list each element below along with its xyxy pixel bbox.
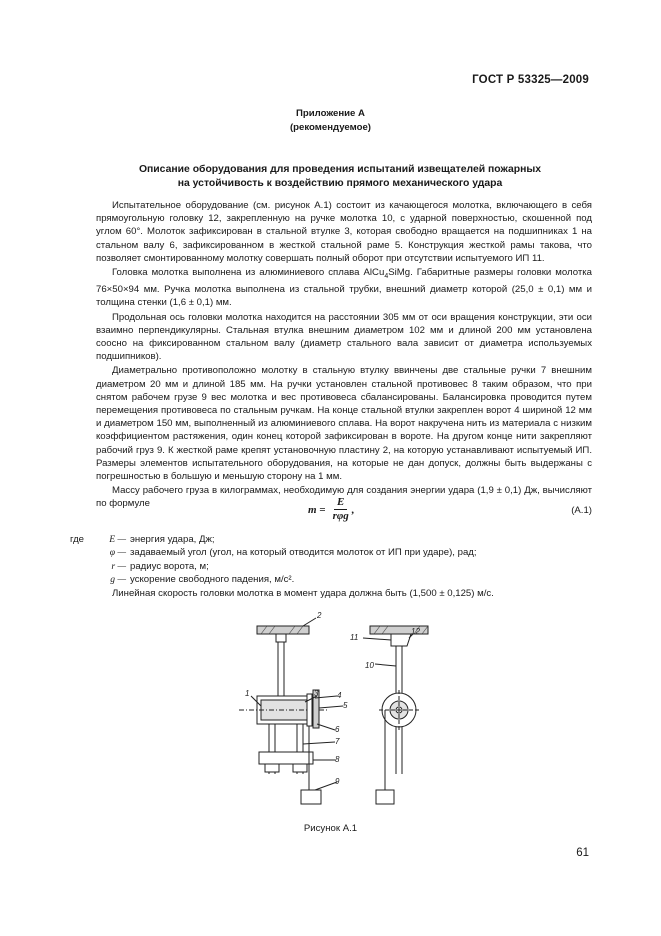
figure-label-5: 5 [343, 701, 348, 710]
paragraph-1: Испытательное оборудование (см. рисунок А.1) состоит из качающегося молотка, включающего в себя прямоугольную головку 12, закрепленную на ручке молотка 10, с ударной поверхностью, скошенной под углом 60°. Молоток зафиксирован в стальной втулке 3, которая свободно вращается на подшипниках 1 на стальном валу 6, зафиксированном в жесткой стальной раме 5. Конструкция жесткой рамы такова, что позволяет смонтированному молотку совершать полный оборот при отсутствии испытуемого ИП 11. [96, 200, 592, 264]
formula-denominator: rφg [332, 510, 349, 522]
counterweight [259, 752, 313, 764]
speed-requirement: Линейная скорость головки молотка в момент удара должна быть (1,500 ± 0,125) м/с. [112, 588, 494, 599]
figure-label-12: 12 [411, 627, 420, 636]
formula-numerator: E [334, 496, 347, 510]
paragraph-5: Массу рабочего груза в килограммах, необходимую для создания энергии удара (1,9 ± 0,1) Дж, вычисляют по формуле [96, 485, 592, 510]
paragraph-2 [96, 266, 592, 310]
paragraph-2-part-a: Головка молотка выполнена из алюминиевого сплава AlCu [112, 267, 385, 279]
figure-label-8: 8 [335, 755, 340, 764]
figure-label-3: 3 [314, 689, 319, 698]
standard-number: ГОСТ Р 53325—2009 [472, 74, 589, 86]
figure-label-10: 10 [365, 661, 374, 670]
working-load-right [376, 790, 394, 804]
definition-symbol: E — [109, 534, 126, 545]
formula-expression [308, 496, 355, 523]
detector-left [276, 634, 286, 642]
section-title-line-1: Описание оборудования для проведения испытаний извещателей пожарных [138, 164, 542, 175]
figure-label-7: 7 [335, 737, 340, 746]
definition-text: энергия удара, Дж; [130, 534, 215, 545]
definition-text: радиус ворота, м; [130, 560, 209, 572]
formula-tail: , [351, 503, 355, 516]
figure-label-1: 1 [245, 689, 250, 698]
formula-a1 [96, 496, 592, 526]
equipment-drawing [225, 612, 440, 812]
figure-a1 [225, 612, 440, 812]
body-text [96, 199, 592, 512]
formula-number: (A.1) [571, 505, 592, 516]
formula-lhs: m = [308, 503, 326, 516]
definition-text: задаваемый угол (угол, на который отводится молоток от ИП при ударе), рад; [130, 547, 477, 559]
figure-label-2: 2 [317, 612, 322, 620]
installation-plate-left [257, 626, 309, 634]
definition-text: ускорение свободного падения, м/с². [130, 574, 295, 586]
appendix-heading [0, 107, 661, 135]
appendix-title: Приложение А [296, 108, 365, 119]
figure-label-11: 11 [350, 633, 359, 642]
definition-phi [70, 546, 590, 559]
symbol-definitions [70, 533, 590, 587]
appendix-subtitle: (рекомендуемое) [289, 122, 371, 133]
definitions-lead: где [70, 534, 85, 545]
paragraph-4: Диаметрально противоположно молотку в стальную втулку ввинчены две стальные ручки 7 внешним диаметром 20 мм и длиной 185 мм. На ручки установлен стальной противовес 8 таким образом, что при снятом рабочем грузе 9 вес молотка и вес противовеса сбалансированы. Балансировка проводится путем перемещения противовеса по стальным ручкам. На конце стальной втулки закреплен ворот 4 шириной 12 мм и диаметром 150 мм, выполненный из алюминиевого сплава. На ворот накручена нить из материала с низким коэффициентом растяжения, один конец которой зафиксирован в вороте. На другом конце нити закрепляют рабочий груз 9. К жесткой раме крепят установочную пластину 2, на которую устанавливают испытуемый ИП. Размеры элементов испытательного оборудования, на которые не дан допуск, должны быть выдержаны с погрешностью в большую и меньшую сторону на 1 мм. [96, 365, 592, 482]
definition-g [70, 573, 590, 586]
paragraph-2-part-b: SiMg. Габаритные размеры головки молотка 76×50×94 мм. Ручка молотка выполнена из стальной трубки, внешний диаметр которой (25,0 ± 0,1) мм и толщина стенки (1,6 ± 0,1) мм. [96, 267, 592, 309]
definition-r [70, 560, 590, 573]
page-number: 61 [576, 847, 589, 859]
definition-e [70, 533, 590, 546]
definition-symbol: φ — [109, 547, 126, 559]
section-title-line-2: на устойчивость к воздействию прямого механического удара [177, 178, 503, 189]
working-load [301, 790, 321, 804]
formula-fraction [330, 496, 352, 523]
hammer-head [391, 634, 411, 646]
paragraph-3: Продольная ось головки молотка находится на расстоянии 305 мм от оси вращения конструкции, эти оси взаимно перпендикулярны. Стальная втулка внешним диаметром 102 мм и длиной 200 мм установлена соосно на фиксированном стальном валу (диаметр стального вала зависит от диаметра используемых подшипников). [96, 311, 592, 363]
section-title [80, 163, 600, 191]
figure-label-9: 9 [335, 777, 340, 786]
definition-symbol: g — [110, 574, 126, 586]
figure-label-4: 4 [337, 691, 342, 700]
definition-symbol: r — [111, 560, 126, 572]
figure-caption: Рисунок А.1 [303, 823, 358, 834]
figure-label-6: 6 [335, 725, 340, 734]
paragraph-2-subscript: 4 [384, 272, 389, 280]
